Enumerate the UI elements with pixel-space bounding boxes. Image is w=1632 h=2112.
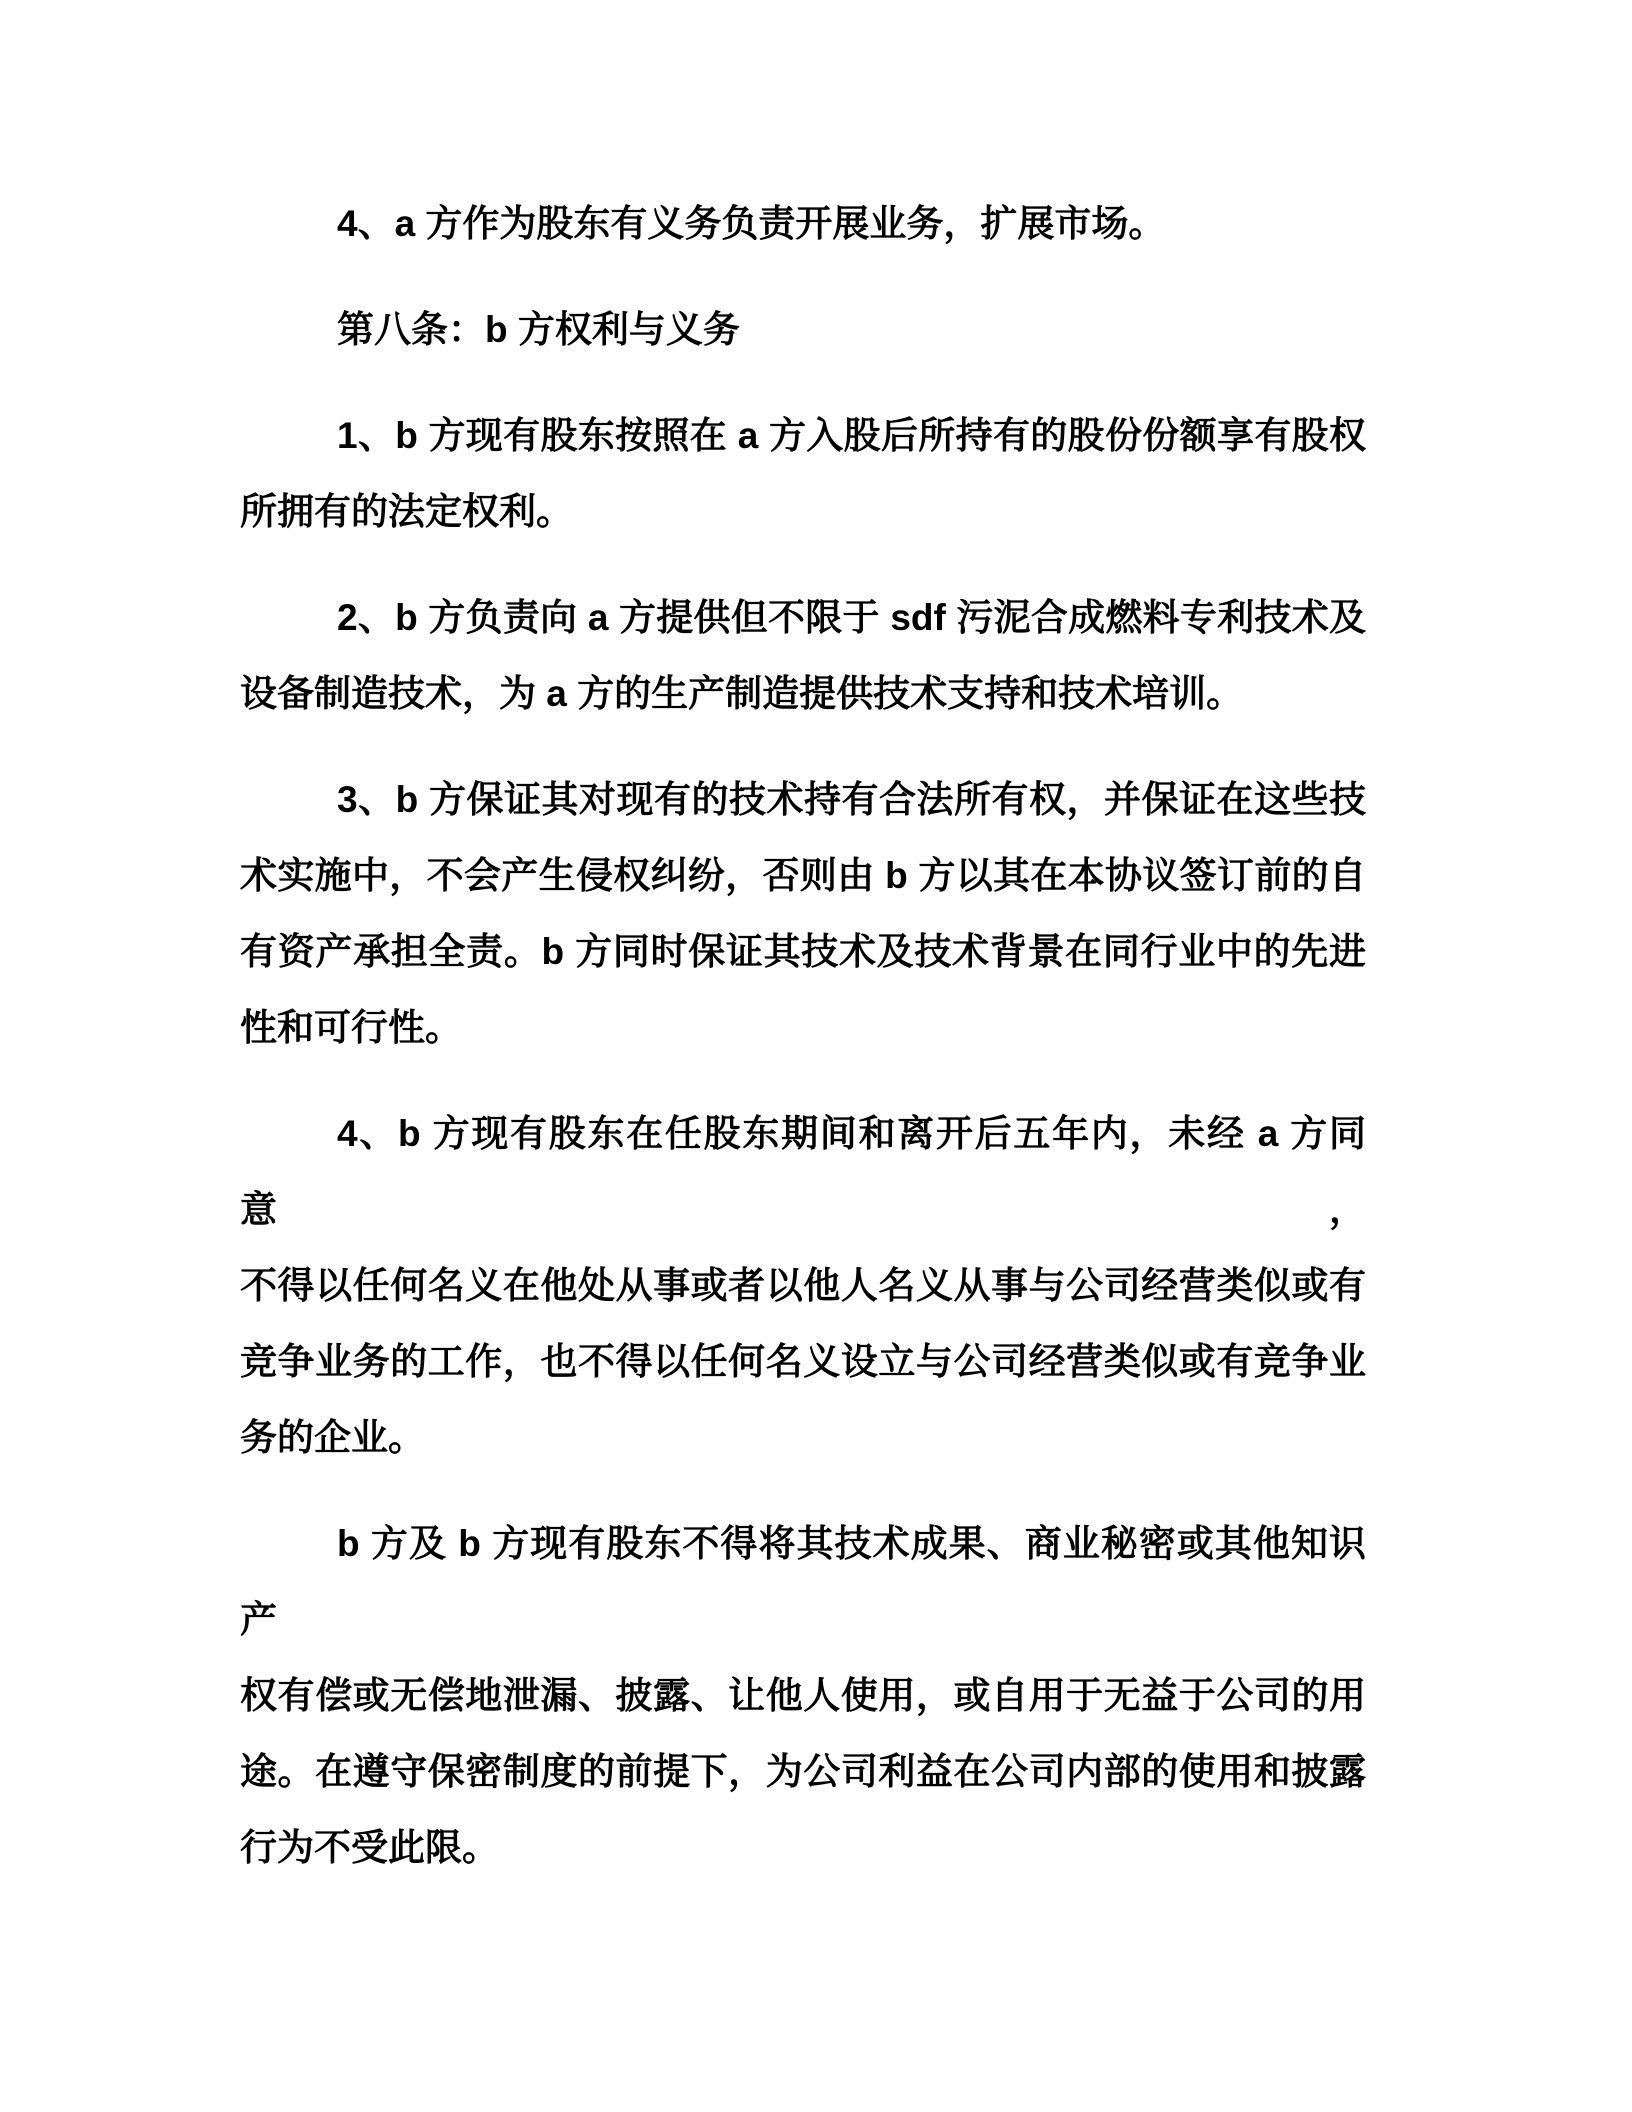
text-line: 4、b 方现有股东在任股东期间和离开后五年内，未经 a 方同意， <box>240 1113 1366 1230</box>
text-line: b 方及 b 方现有股东不得将其技术成果、商业秘密或其他知识产 <box>240 1523 1366 1640</box>
text-line: 术实施中，不会产生侵权纠纷，否则由 b 方以其在本协议签订前的自 <box>240 855 1366 896</box>
clause-b-item-3 <box>240 762 1366 1066</box>
text-line: 4、a 方作为股东有义务负责开展业务，扩展市场。 <box>337 203 1166 244</box>
text-line: 1、b 方现有股东按照在 a 方入股后所持有的股份份额享有股权 <box>337 415 1366 456</box>
text-line: 行为不受此限。 <box>240 1827 499 1868</box>
text-line: 设备制造技术，为 a 方的生产制造提供技术支持和技术培训。 <box>240 673 1244 714</box>
text-line: 务的企业。 <box>240 1417 425 1458</box>
text-line: 竞争业务的工作，也不得以任何名义设立与公司经营类似或有竞争业 <box>240 1341 1366 1382</box>
clause-a-item-4 <box>240 186 1366 262</box>
text-line: 不得以任何名义在他处从事或者以他人名义从事与公司经营类似或有 <box>240 1265 1366 1306</box>
clause-b-item-4 <box>240 1096 1366 1476</box>
text-line: 2、b 方负责向 a 方提供但不限于 sdf 污泥合成燃料专利技术及 <box>337 597 1366 638</box>
clause-b-item-2 <box>240 580 1366 732</box>
clause-b-confidentiality <box>240 1506 1366 1886</box>
text-line: 第八条：b 方权利与义务 <box>337 309 740 350</box>
text-line: 所拥有的法定权利。 <box>240 491 573 532</box>
text-line: 途。在遵守保密制度的前提下，为公司利益在公司内部的使用和披露 <box>240 1751 1366 1792</box>
text-line: 3、b 方保证其对现有的技术持有合法所有权，并保证在这些技 <box>337 779 1366 820</box>
text-line: 性和可行性。 <box>240 1007 462 1048</box>
article-8-heading <box>240 292 1366 368</box>
text-line: 权有偿或无偿地泄漏、披露、让他人使用，或自用于无益于公司的用 <box>240 1675 1366 1716</box>
clause-b-item-1 <box>240 398 1366 550</box>
text-line: 有资产承担全责。b 方同时保证其技术及技术背景在同行业中的先进 <box>240 931 1366 972</box>
